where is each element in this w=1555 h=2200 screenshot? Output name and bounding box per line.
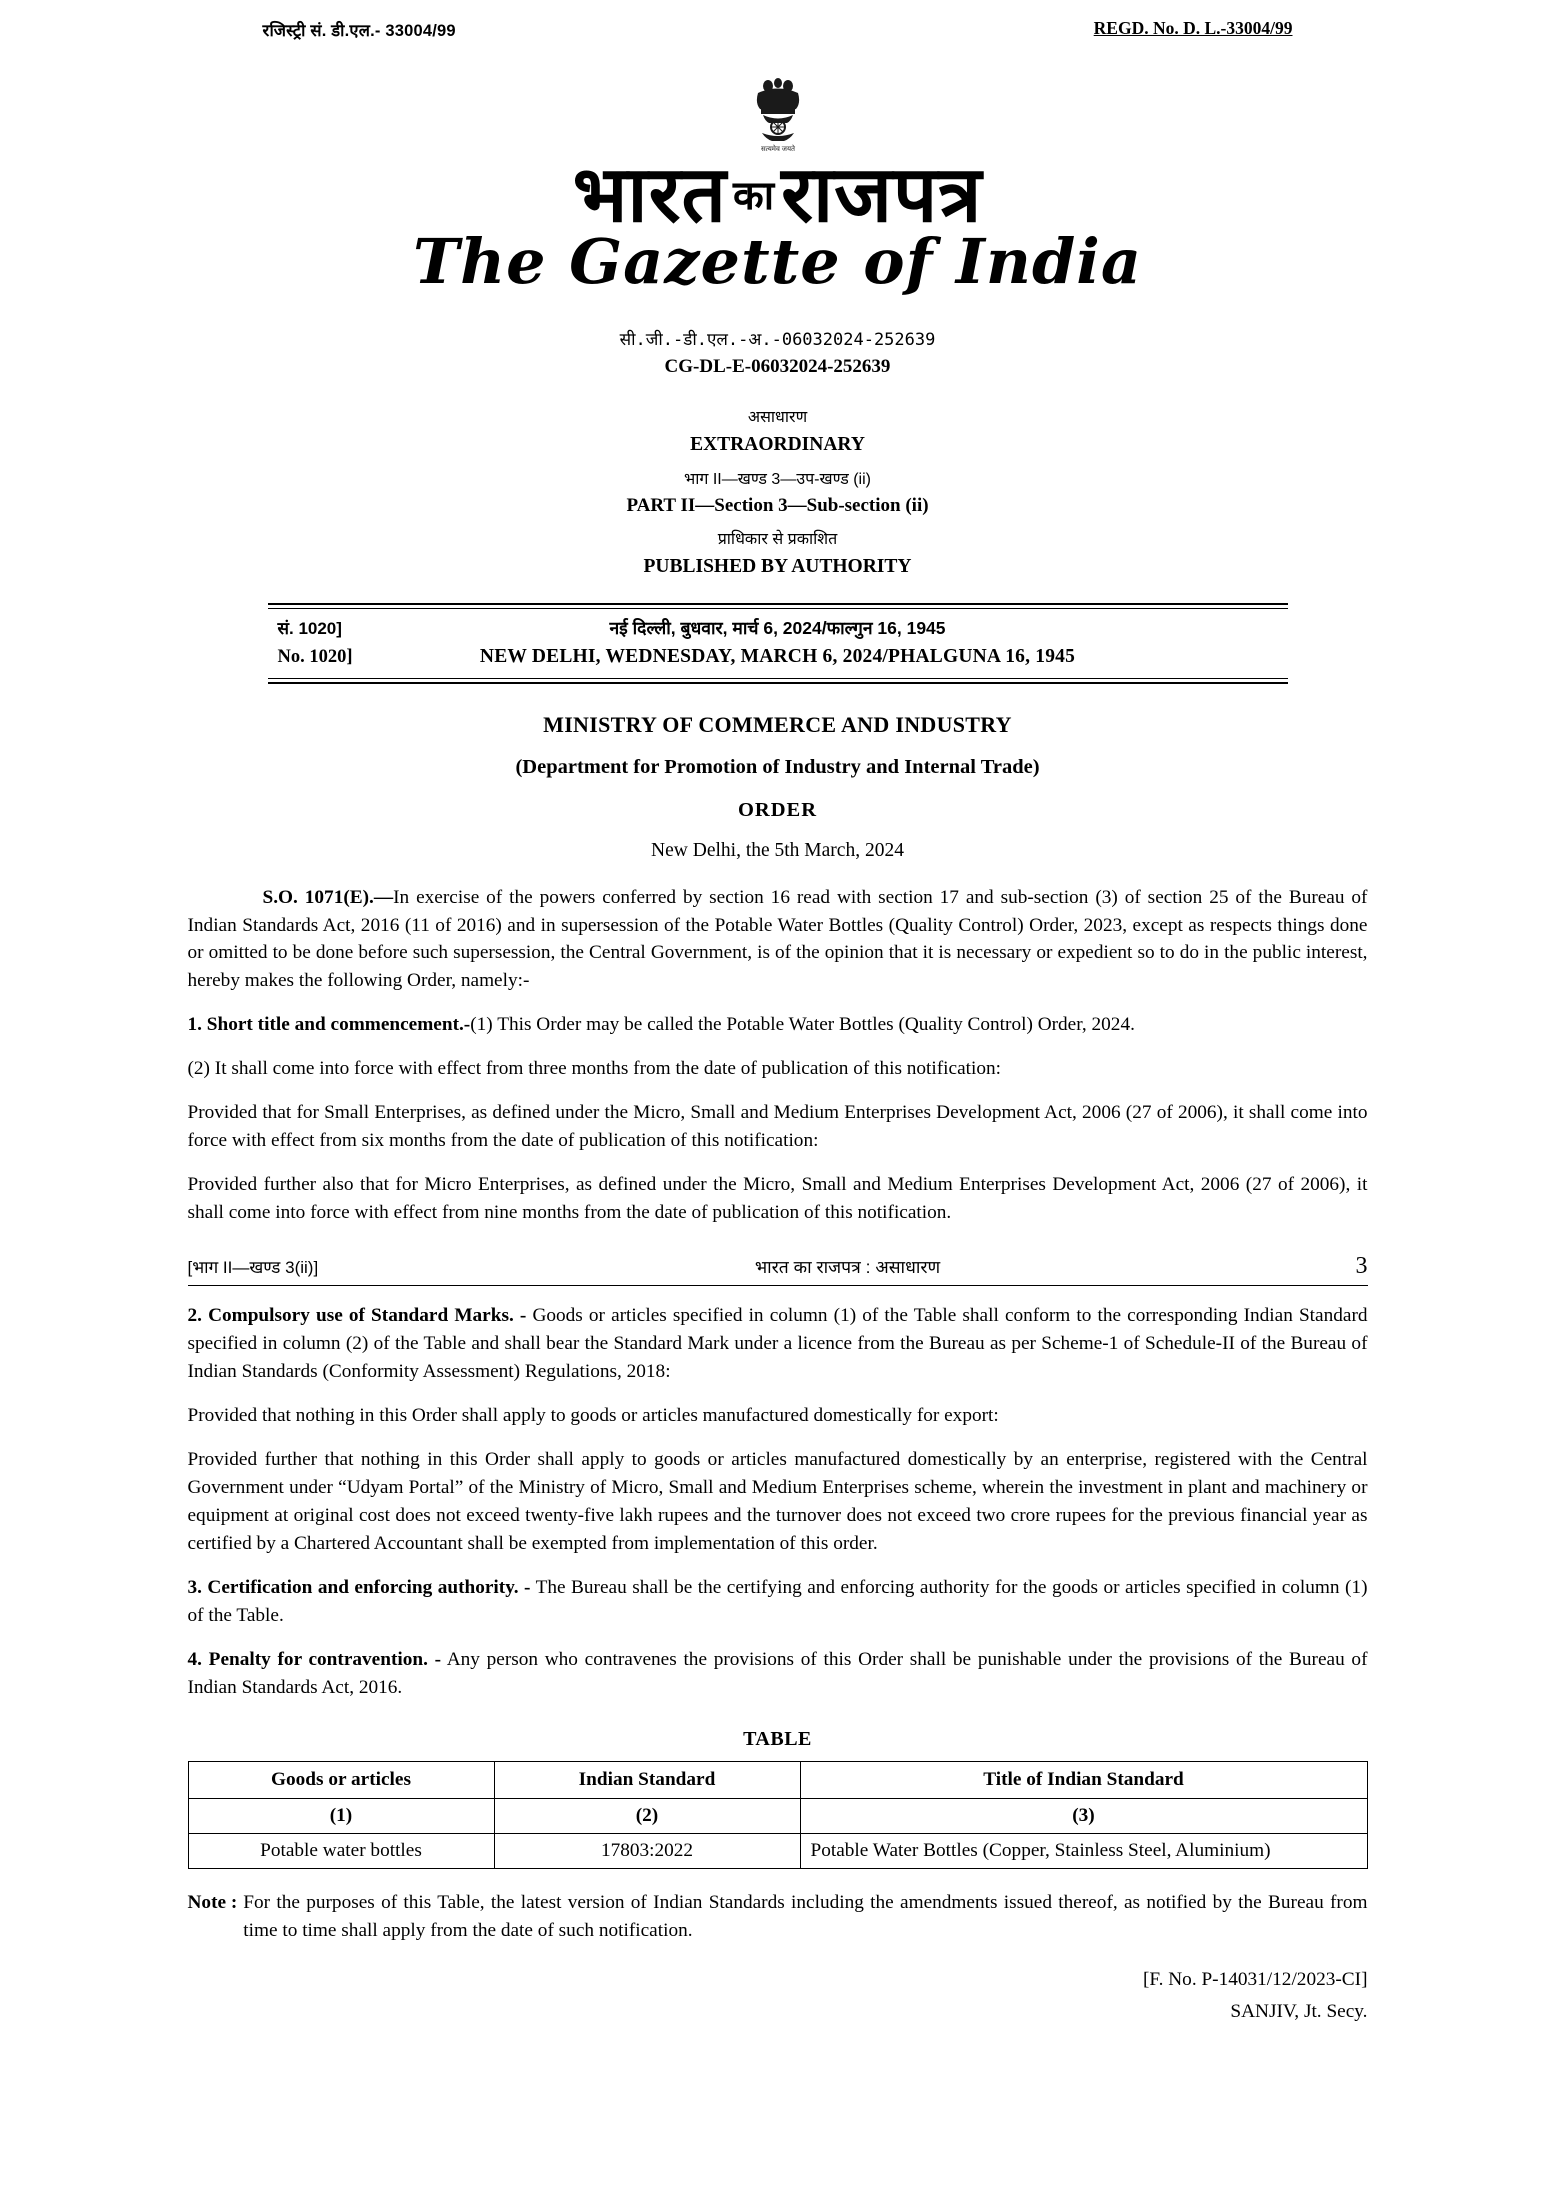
so-number: S.O. 1071(E).— [262, 886, 394, 908]
preamble-text: In exercise of the powers conferred by section 16 read with section 17 and sub-section (3) of section 25 of the Bureau of Indian Standards Act, 2016 (11 of 2016) and in supersession of the Potable Water Bottles (Quality Control) Order, 2023, except as respects things done or omitted to be done before such supersession, the Central Government, is of the opinion that it is necessary or expedient so to do in the public interest, hereby makes the following Order, namely:- [187, 886, 1368, 992]
masthead-hindi-part2: राजपत्र [781, 150, 983, 238]
cgdl-block [173, 328, 1383, 380]
table-header-row [188, 1761, 1367, 1798]
extraordinary-english: EXTRAORDINARY [690, 434, 865, 456]
issue-rule-bottom2 [268, 682, 1288, 684]
cell-standard: 17803:2022 [494, 1833, 800, 1868]
part-hindi: भाग II—खण्ड 3—उप-खण्ड (ii) [684, 470, 871, 488]
clause4-title: 4. Penalty for contravention. - [187, 1648, 442, 1670]
department-heading: (Department for Promotion of Industry and Internal Trade) [515, 755, 1040, 778]
registry-hindi: रजिस्ट्री सं. डी.एल.- 33004/99 [262, 22, 456, 40]
classification-block [173, 406, 1383, 581]
page-number: 3 [1355, 1253, 1368, 1280]
part-english: PART II—Section 3—Sub-section (ii) [626, 494, 929, 516]
masthead-hindi-part1: भारत [572, 150, 727, 238]
masthead-english: The Gazette of India [412, 225, 1143, 298]
clause2-title: 2. Compulsory use of Standard Marks. - [187, 1305, 527, 1327]
note-label: Note : [187, 1891, 238, 1913]
masthead-hindi-ka: का [732, 174, 776, 218]
note-text: For the purposes of this Table, the latest version of Indian Standards including the amendments issued thereof, as notified by the Bureau from time to time shall apply from the date of such notification. [243, 1891, 1368, 1941]
clause1-title: 1. Short title and commencement.- [187, 1014, 471, 1036]
issue-bar [268, 603, 1288, 683]
clause3-title: 3. Certification and enforcing authority. - [187, 1576, 531, 1598]
standards-table [188, 1761, 1368, 1869]
clause-3 [188, 1574, 1368, 1630]
clause2-text: Goods or articles specified in column (1) of the Table shall conform to the corresponding Indian Standard specified in column (2) of the Table and shall bear the Standard Mark under a licence from the Bureau as per Scheme-1 of Schedule-II of the Bureau of Indian Standards (Conformity Assessment) Regulations, 2018: [187, 1305, 1368, 1383]
cell-title: Potable Water Bottles (Copper, Stainless Steel, Aluminium) [800, 1833, 1367, 1868]
proviso-udyam: Provided further that nothing in this Order shall apply to goods or articles manufactured domestically by an enterprise, registered with the Central Government under “Udyam Portal” of the Ministry of Micro, Small and Medium Enterprises scheme, wherein the investment in plant and machinery or equipment at original cost does not exceed twenty-five lakh rupees and the turnover does not exceed two crore rupees for the previous financial year as certified by a Chartered Accountant shall be exempted from implementation of this order. [187, 1449, 1368, 1554]
order-preamble [188, 884, 1368, 996]
order-body [188, 884, 1368, 1228]
clause4-text: Any person who contravenes the provisions of this Order shall be punishable under the provisions of the Bureau of Indian Standards Act, 2016. [187, 1648, 1368, 1698]
table-column-number-row [188, 1798, 1367, 1833]
registry-english: REGD. No. D. L.-33004/99 [1093, 18, 1293, 38]
issue-no-hindi: सं. 1020] [277, 619, 342, 639]
issue-details [268, 609, 1288, 677]
table-header-goods: Goods or articles [188, 1761, 494, 1798]
table-title: TABLE [743, 1727, 812, 1750]
authority-english: PUBLISHED BY AUTHORITY [643, 556, 912, 578]
table-row [188, 1833, 1367, 1868]
running-header-left: [भाग II—खण्ड 3(ii)] [187, 1258, 319, 1278]
clause-4 [188, 1646, 1368, 1702]
table-note [188, 1889, 1368, 1945]
masthead-hindi [173, 150, 1383, 238]
proviso-micro-enterprises: Provided further also that for Micro Enterprises, as defined under the Micro, Small and Medium Enterprises Development Act, 2006 (27 of 2006), it shall come into force with effect from nine months from the date of publication of this notification. [187, 1174, 1368, 1224]
clause3-text: The Bureau shall be the certifying and enforcing authority for the goods or articles specified in column (1) of the Table. [187, 1576, 1368, 1626]
issue-date-hindi: नई दिल्ली, बुधवार, मार्च 6, 2024/फाल्गुन 16, 1945 [609, 618, 946, 639]
state-emblem-icon [732, 69, 824, 161]
table-header-standard: Indian Standard [494, 1761, 800, 1798]
clause-1-sub2: (2) It shall come into force with effect from three months from the date of publication of this notification: [187, 1058, 1002, 1080]
order-heading: ORDER [737, 798, 818, 821]
proviso-export: Provided that nothing in this Order shall apply to goods or articles manufactured domestically for export: [187, 1405, 999, 1427]
registry-line [173, 18, 1383, 41]
extraordinary-hindi: असाधारण [747, 409, 808, 427]
table-header-title: Title of Indian Standard [800, 1761, 1367, 1798]
cgdl-hindi: सी.जी.-डी.एल.-अ.-06032024-252639 [619, 330, 936, 351]
order-body-continued [188, 1302, 1368, 1702]
issue-no-english: No. 1020] [277, 646, 353, 667]
table-colnum-3: (3) [800, 1798, 1367, 1833]
clause1-text: (1) This Order may be called the Potable Water Bottles (Quality Control) Order, 2024. [470, 1014, 1135, 1036]
masthead [173, 150, 1383, 298]
running-header [188, 1253, 1368, 1286]
issue-date-english: NEW DELHI, WEDNESDAY, MARCH 6, 2024/PHALGUNA 16, 1945 [479, 645, 1076, 667]
ministry-heading: MINISTRY OF COMMERCE AND INDUSTRY [543, 711, 1012, 737]
cgdl-english: CG-DL-E-06032024-252639 [664, 355, 891, 377]
running-header-center: भारत का राजपत्र : असाधारण [754, 1257, 941, 1278]
emblem-container [173, 69, 1383, 161]
file-number: [F. No. P-14031/12/2023-CI] [1143, 1968, 1368, 1990]
clause-2 [188, 1302, 1368, 1386]
cell-goods: Potable water bottles [188, 1833, 494, 1868]
proviso-small-enterprises: Provided that for Small Enterprises, as defined under the Micro, Small and Medium Enterprises Development Act, 2006 (27 of 2006), it shall come into force with effect from six months from the date of publication of this notification: [187, 1102, 1368, 1152]
authority-hindi: प्राधिकार से प्रकाशित [717, 531, 838, 549]
clause-1 [188, 1011, 1368, 1039]
running-header-rule [188, 1285, 1368, 1286]
signer: SANJIV, Jt. Secy. [1230, 2000, 1368, 2022]
page-inner [173, 0, 1383, 2043]
table-colnum-2: (2) [494, 1798, 800, 1833]
table-colnum-1: (1) [188, 1798, 494, 1833]
svg-text:सत्यमेव जयते: सत्यमेव जयते [760, 146, 795, 153]
order-place-date: New Delhi, the 5th March, 2024 [651, 839, 904, 861]
